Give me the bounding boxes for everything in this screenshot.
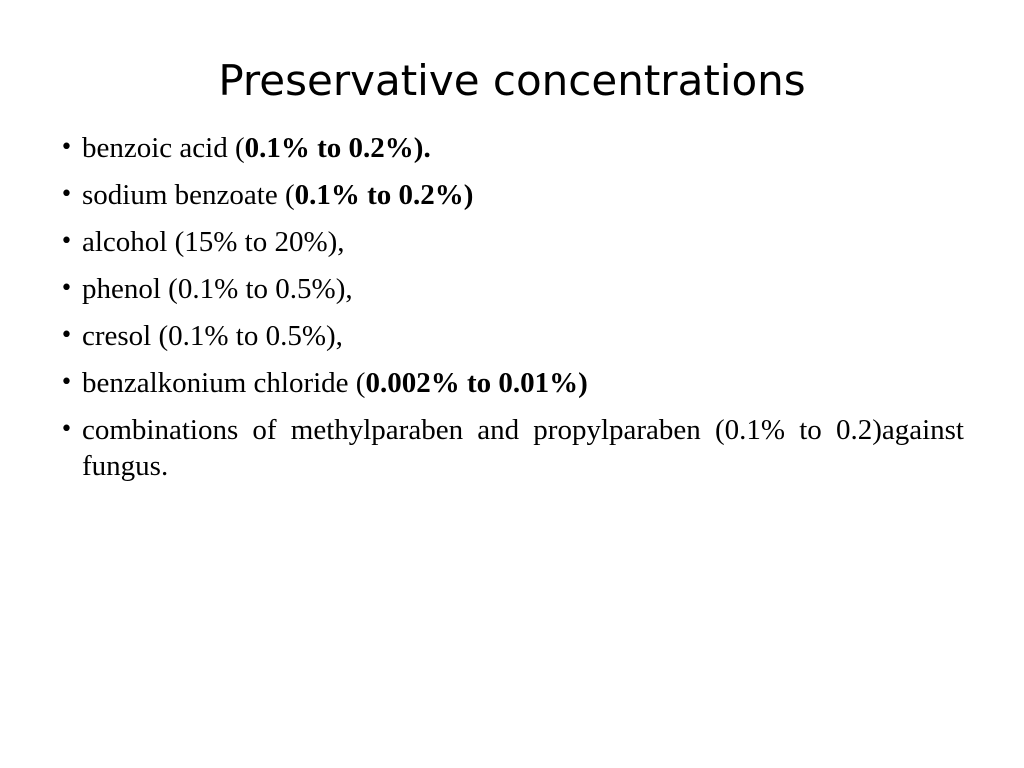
item-bold-text: 0.1% to 0.2%). <box>244 132 431 164</box>
bullet-icon: • <box>60 276 73 301</box>
list-item <box>60 318 964 354</box>
item-text: benzoic acid ( <box>82 132 245 164</box>
bullet-icon: • <box>60 182 73 207</box>
list-item <box>60 224 964 260</box>
list-item <box>60 177 964 213</box>
bullet-icon: • <box>60 417 73 442</box>
list-item <box>60 412 964 484</box>
bullet-list <box>60 130 964 495</box>
item-text: alcohol (15% to 20%), <box>82 226 345 258</box>
item-bold-text: 0.002% to 0.01%) <box>365 367 588 399</box>
list-item <box>60 271 964 307</box>
item-text: sodium benzoate ( <box>82 179 295 211</box>
bullet-icon: • <box>60 323 73 348</box>
list-item <box>60 365 964 401</box>
list-item <box>60 130 964 166</box>
item-text: combinations of methylparaben and propylparaben (0.1% to 0.2)against fungus. <box>82 414 964 482</box>
item-text: cresol (0.1% to 0.5%), <box>82 320 343 352</box>
slide-title: Preservative concentrations <box>218 56 806 105</box>
bullet-icon: • <box>60 135 73 160</box>
item-bold-text: 0.1% to 0.2%) <box>294 179 474 211</box>
item-text: phenol (0.1% to 0.5%), <box>82 273 353 305</box>
item-text: benzalkonium chloride ( <box>82 367 366 399</box>
bullet-icon: • <box>60 229 73 254</box>
bullet-icon: • <box>60 370 73 395</box>
